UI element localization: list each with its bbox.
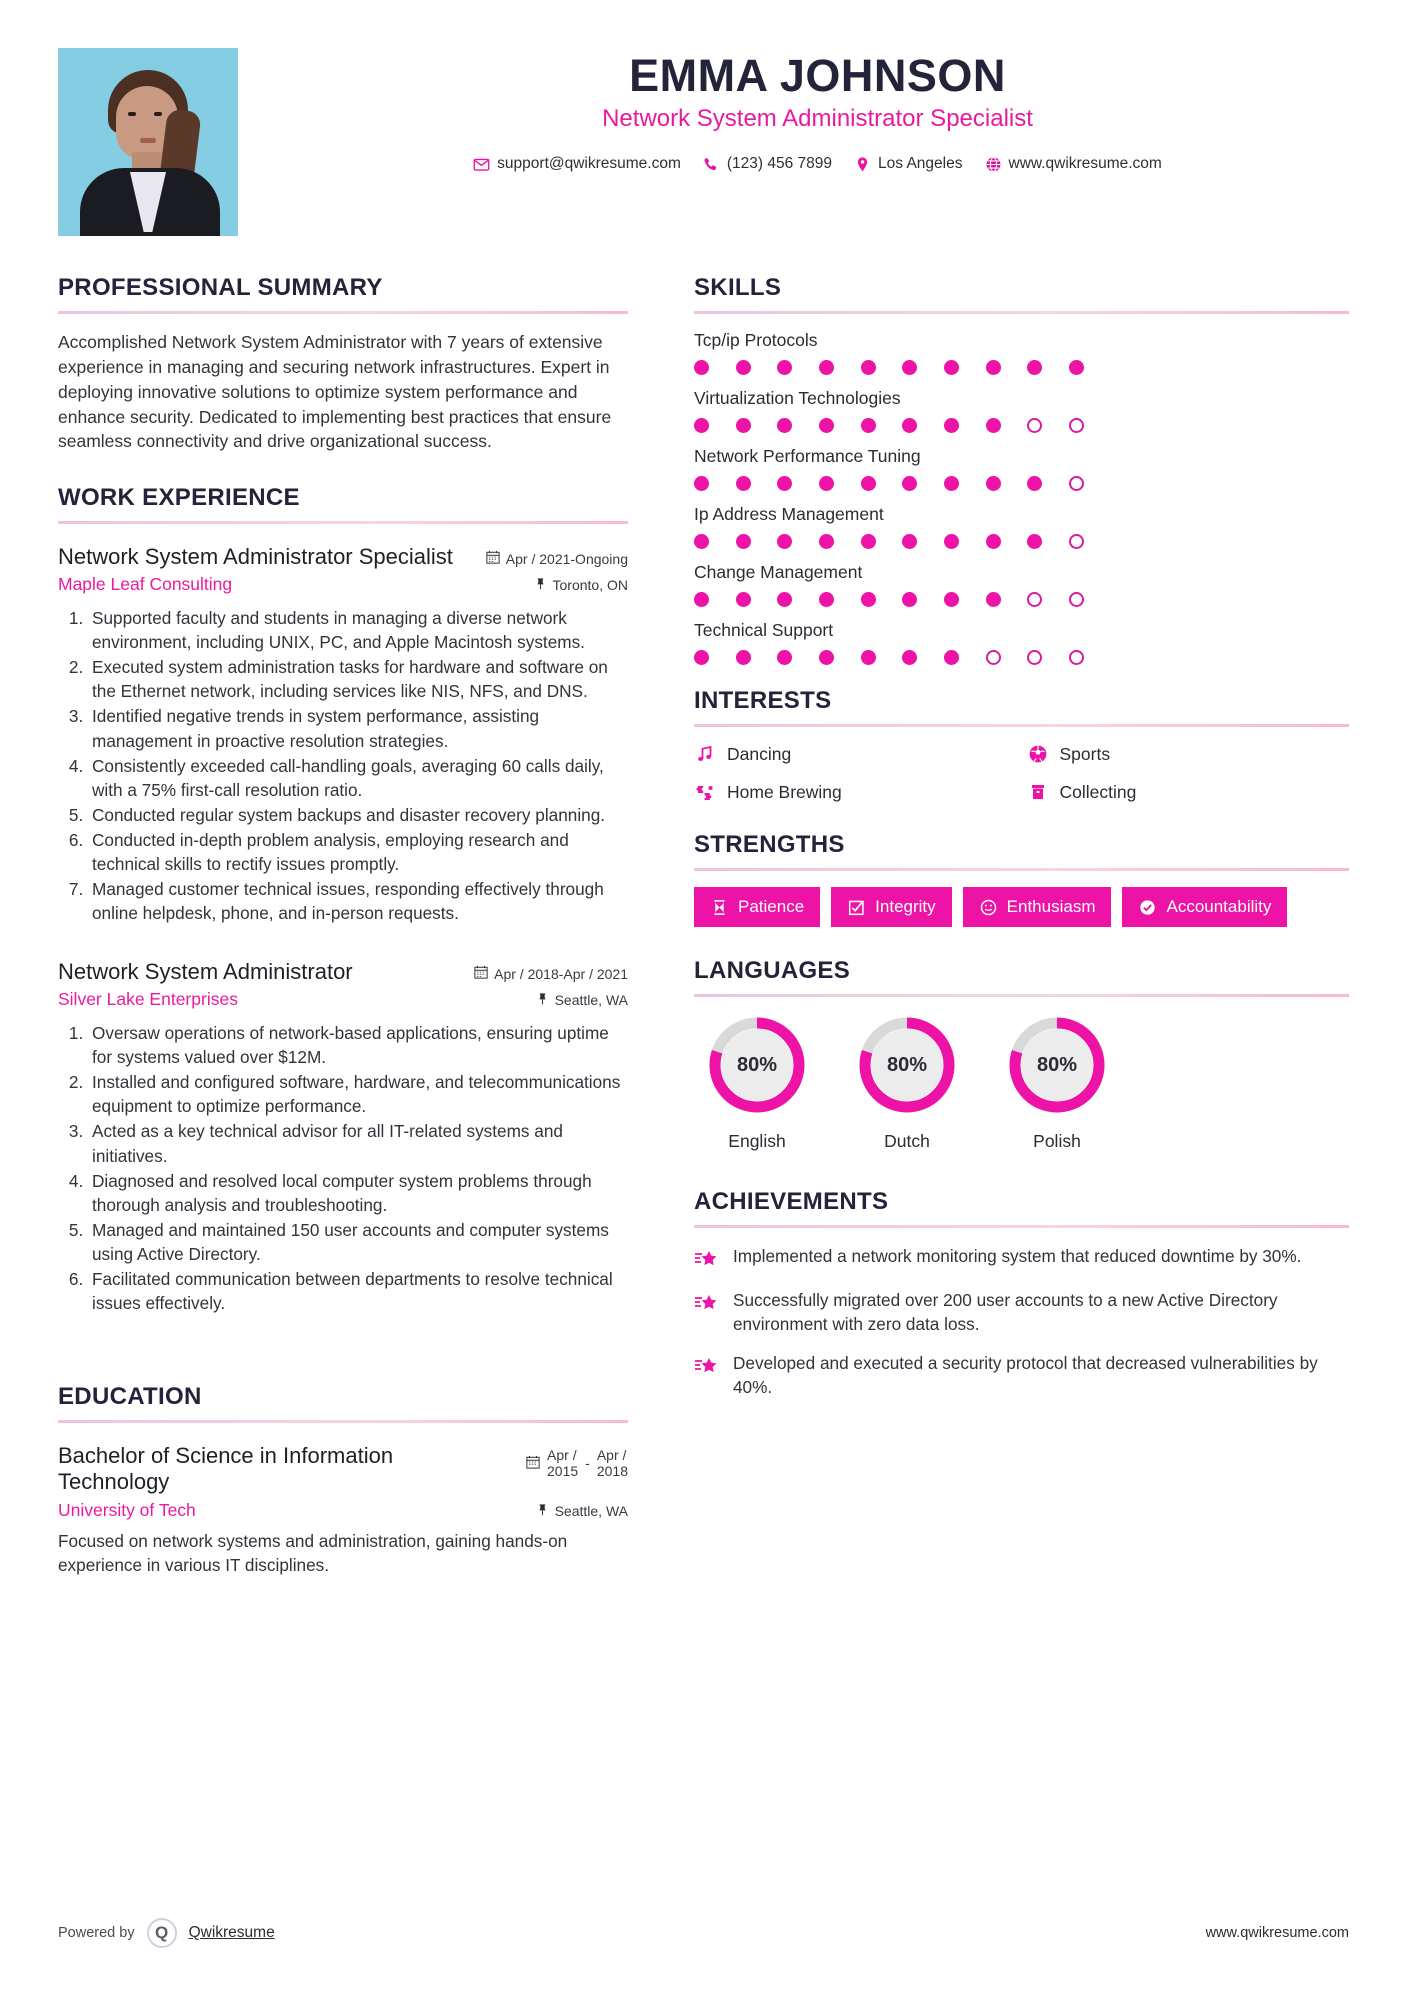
job-role: Network System Administrator Specialist [58,544,453,570]
education-description: Focused on network systems and administration, gaining hands-on experience in various IT disciplines. [58,1530,568,1575]
skill-dot-filled [777,650,792,665]
skill-dot-filled [819,650,834,665]
summary-text: Accomplished Network System Administrator with 7 years of extensive experience in managing and securing network infrastructures. Expert in deploying innovative solutions to optimize system performance and enhance security. Dedicated to implementing best practices that ensure seamless connectivity and drive organizational success. [58,332,612,452]
footer-website[interactable]: www.qwikresume.com [1205,1925,1349,1941]
achievement-text: Developed and executed a security protocol that decreased vulnerabilities by 40%. [733,1353,1318,1398]
skills-heading: SKILLS [694,274,782,301]
job-role: Network System Administrator [58,959,353,985]
skill-dot-filled [736,592,751,607]
language-name: Polish [1033,1131,1081,1151]
job-bullet: 4. Consistently exceeded call-handling goals, averaging 60 calls daily, with a 75% first-call resolution ratio. [88,754,628,802]
section-divider [694,724,1349,727]
strengths-heading: STRENGTHS [694,831,845,858]
language-item [994,1013,1120,1152]
contact-location [854,155,962,173]
skill-dot-empty [1069,650,1084,665]
language-progress-donut [855,1013,959,1117]
contact-row [286,155,1349,173]
skill-dot-filled [819,476,834,491]
skill-item [694,388,1349,433]
skill-dot-empty [986,650,1001,665]
interest-label: Sports [1059,743,1111,764]
skill-dot-filled [777,360,792,375]
header-text-block [238,48,1349,173]
education-end-month: Apr / [596,1447,627,1464]
check-square-icon [847,898,866,917]
job-location-text: Seattle, WA [554,992,628,1009]
language-percent: 80% [1036,1053,1078,1076]
achievement-item [694,1288,1349,1336]
powered-by-label: Powered by [58,1925,135,1941]
summary-heading: PROFESSIONAL SUMMARY [58,274,383,301]
check-circle-icon [1138,898,1157,917]
education-dates [526,1443,628,1479]
section-divider [694,311,1349,314]
contact-website[interactable] [985,155,1162,173]
qwikresume-logo-icon: Q [147,1918,177,1948]
skill-dot-filled [777,534,792,549]
strength-label: Integrity [875,897,936,916]
interest-label: Collecting [1059,781,1137,802]
skill-dot-filled [777,592,792,607]
job-dates-text: Apr / 2021-Ongoing [505,550,628,567]
section-strengths [694,831,1349,927]
achievement-item [694,1351,1349,1399]
interests-grid [694,743,1349,803]
skill-dot-filled [694,360,709,375]
skill-dot-filled [861,534,876,549]
skill-dot-filled [694,650,709,665]
resume-body [58,274,1349,1577]
box-icon [1027,781,1049,803]
section-divider [694,1225,1349,1228]
skill-dot-filled [861,360,876,375]
work-item [58,544,628,925]
job-location [536,992,628,1008]
skill-label: Virtualization Technologies [694,388,901,408]
skill-dot-filled [986,476,1001,491]
skill-rating [694,650,1084,665]
job-bullet: 6. Conducted in-depth problem analysis, employing research and technical skills to rectify issues promptly. [88,828,628,876]
pushpin-icon [534,577,547,593]
skill-dot-filled [902,476,917,491]
languages-list [694,1013,1349,1152]
work-item [58,959,628,1315]
skill-dot-filled [944,476,959,491]
resume-header [58,0,1349,236]
pushpin-icon [536,992,549,1008]
job-bullet: 5. Managed and maintained 150 user accounts and computer systems using Active Directory. [88,1218,628,1266]
section-divider [58,521,628,524]
calendar-icon [526,1455,540,1472]
location-pin-icon [854,156,871,173]
skill-rating [694,592,1084,607]
language-item [694,1013,820,1152]
skill-dot-filled [944,418,959,433]
job-location-text: Toronto, ON [552,577,628,594]
job-bullet: 3. Acted as a key technical advisor for all IT-related systems and initiatives. [88,1119,628,1167]
skill-dot-filled [1027,534,1042,549]
job-bullet: 2. Installed and configured software, hardware, and telecommunications equipment to optimize performance. [88,1070,628,1118]
contact-website-text: www.qwikresume.com [1008,155,1162,173]
skill-item [694,562,1349,607]
language-item [844,1013,970,1152]
calendar-icon [486,550,500,567]
puzzle-piece-icon [694,781,716,803]
skill-dot-filled [736,476,751,491]
skill-dot-filled [736,360,751,375]
education-item [58,1443,628,1577]
smiley-icon [979,898,998,917]
skill-item [694,504,1349,549]
pushpin-icon [536,1503,549,1519]
contact-phone[interactable] [703,155,832,173]
job-bullet: 5. Conducted regular system backups and disaster recovery planning. [88,803,628,827]
education-location [536,1503,628,1519]
skill-dot-filled [902,534,917,549]
interest-item [1027,743,1350,765]
skill-dot-filled [736,534,751,549]
skill-dot-filled [694,592,709,607]
skill-dot-filled [902,650,917,665]
job-bullet: 2. Executed system administration tasks for hardware and software on the Ethernet network, including services like NIS, NFS, and DNS. [88,655,628,703]
language-percent: 80% [886,1053,928,1076]
interest-item [694,781,1017,803]
interest-item [1027,781,1350,803]
achievement-text: Successfully migrated over 200 user accounts to a new Active Directory environment with zero data loss. [733,1290,1278,1335]
hourglass-icon [710,898,729,917]
interests-heading: INTERESTS [694,687,832,714]
skill-dot-filled [819,360,834,375]
skill-dot-filled [986,592,1001,607]
skill-dot-filled [777,418,792,433]
skill-dot-filled [986,418,1001,433]
achievement-text: Implemented a network monitoring system that reduced downtime by 30%. [733,1246,1302,1266]
education-heading: EDUCATION [58,1383,202,1411]
skill-dot-filled [861,650,876,665]
qwikresume-link[interactable]: Qwikresume [188,1924,275,1941]
candidate-job-title: Network System Administrator Specialist [602,105,1033,133]
skill-dot-filled [902,592,917,607]
skill-rating [694,476,1084,491]
skill-dot-filled [1027,360,1042,375]
education-end-year: 2018 [596,1463,628,1480]
section-achievements [694,1188,1349,1399]
language-progress-donut [705,1013,809,1117]
job-bullet: 6. Facilitated communication between departments to resolve technical issues effectively. [88,1267,628,1315]
work-heading: WORK EXPERIENCE [58,484,300,512]
soccer-ball-icon [1027,743,1049,765]
skill-dot-empty [1069,592,1084,607]
right-column [658,274,1349,1577]
skill-dot-filled [1069,360,1084,375]
job-bullet: 7. Managed customer technical issues, responding effectively through online helpdesk, phone, and in-person requests. [88,877,628,925]
page-footer [58,1918,1349,1948]
section-languages [694,957,1349,1152]
skill-dot-empty [1069,418,1084,433]
section-professional-summary [58,274,628,454]
music-note-icon [694,743,716,765]
skill-label: Change Management [694,562,863,582]
skill-rating [694,534,1084,549]
languages-heading: LANGUAGES [694,957,851,984]
skill-dot-filled [944,360,959,375]
skill-rating [694,360,1084,375]
envelope-icon [473,156,490,173]
job-bullet: 1. Supported faculty and students in managing a diverse network environment, including UNIX, PC, and Apple Macintosh systems. [88,606,628,654]
contact-phone-text: (123) 456 7899 [726,155,833,173]
skill-dot-empty [1069,476,1084,491]
skill-dot-filled [694,418,709,433]
skill-dot-filled [944,534,959,549]
skill-dot-filled [819,592,834,607]
section-divider [58,1420,628,1423]
contact-email[interactable] [473,155,681,173]
skill-dot-empty [1027,592,1042,607]
language-name: English [728,1131,786,1151]
star-badge-icon [694,1291,720,1317]
skill-dot-filled [902,360,917,375]
language-progress-donut [1005,1013,1109,1117]
skill-dot-filled [694,476,709,491]
phone-icon [703,156,720,173]
education-end-date [597,1447,628,1479]
skill-label: Technical Support [694,620,834,640]
skill-label: Tcp/ip Protocols [694,330,818,350]
skill-dot-filled [861,592,876,607]
strengths-list [694,887,1349,927]
skill-dot-empty [1027,418,1042,433]
skill-dot-filled [777,476,792,491]
contact-email-text: support@qwikresume.com [497,155,681,173]
calendar-icon [474,965,488,982]
skill-dot-filled [944,650,959,665]
section-education [58,1383,628,1577]
strength-badge [1122,887,1287,927]
skill-item [694,330,1349,375]
skill-label: Ip Address Management [694,504,884,524]
skill-dot-filled [861,476,876,491]
job-company: Maple Leaf Consulting [58,574,233,595]
strength-label: Accountability [1166,897,1272,916]
contact-location-text: Los Angeles [878,155,963,173]
education-school: University of Tech [58,1499,196,1520]
star-badge-icon [694,1247,720,1273]
achievement-item [694,1244,1349,1273]
education-start-date [547,1447,578,1479]
job-company: Silver Lake Enterprises [58,989,238,1010]
skill-dot-filled [819,534,834,549]
job-dates [486,550,628,567]
language-name: Dutch [884,1131,930,1151]
job-dates [474,965,628,982]
education-start-year: 2015 [547,1463,579,1480]
job-bullets [58,606,628,925]
globe-icon [985,156,1002,173]
education-start-month: Apr / [547,1447,577,1464]
section-interests [694,687,1349,803]
job-bullet: 1. Oversaw operations of network-based applications, ensuring uptime for systems valued over $12M. [88,1021,628,1069]
achievements-heading: ACHIEVEMENTS [694,1188,889,1215]
section-divider [694,868,1349,871]
skill-dot-empty [1027,650,1042,665]
skill-dot-filled [694,534,709,549]
date-range-separator: - [585,1455,590,1472]
skill-dot-filled [861,418,876,433]
job-bullet: 4. Diagnosed and resolved local computer system problems through thorough analysis and troubleshooting. [88,1169,628,1217]
skill-dot-empty [1069,534,1084,549]
candidate-name: EMMA JOHNSON [629,50,1006,101]
skill-dot-filled [944,592,959,607]
skill-label: Network Performance Tuning [694,446,921,466]
education-location-text: Seattle, WA [554,1502,628,1519]
strength-badge [963,887,1112,927]
skill-dot-filled [736,650,751,665]
education-degree: Bachelor of Science in Information Technology [58,1443,394,1495]
strength-badge [831,887,951,927]
skill-rating [694,418,1084,433]
interest-label: Home Brewing [727,781,842,802]
interest-item [694,743,1017,765]
job-bullets [58,1021,628,1315]
profile-photo [58,48,238,236]
skill-dot-filled [1027,476,1042,491]
left-column [58,274,658,1577]
skill-item [694,620,1349,665]
job-dates-text: Apr / 2018-Apr / 2021 [494,965,628,982]
section-divider [694,994,1349,997]
interest-label: Dancing [727,743,792,764]
job-bullet: 3. Identified negative trends in system performance, assisting management in proactive resolution strategies. [88,704,628,752]
skill-dot-filled [736,418,751,433]
profile-photo-illustration [58,48,238,236]
job-location [534,577,628,593]
footer-brand [58,1918,275,1948]
section-skills [694,274,1349,665]
skill-item [694,446,1349,491]
language-percent: 80% [736,1053,778,1076]
section-work-experience [58,484,628,1315]
skill-dot-filled [986,360,1001,375]
skill-dot-filled [902,418,917,433]
star-badge-icon [694,1354,720,1380]
skills-list [694,330,1349,665]
section-divider [58,311,628,314]
strength-label: Patience [738,897,805,916]
skill-dot-filled [819,418,834,433]
strength-label: Enthusiasm [1006,897,1096,916]
strength-badge [694,887,820,927]
skill-dot-filled [986,534,1001,549]
